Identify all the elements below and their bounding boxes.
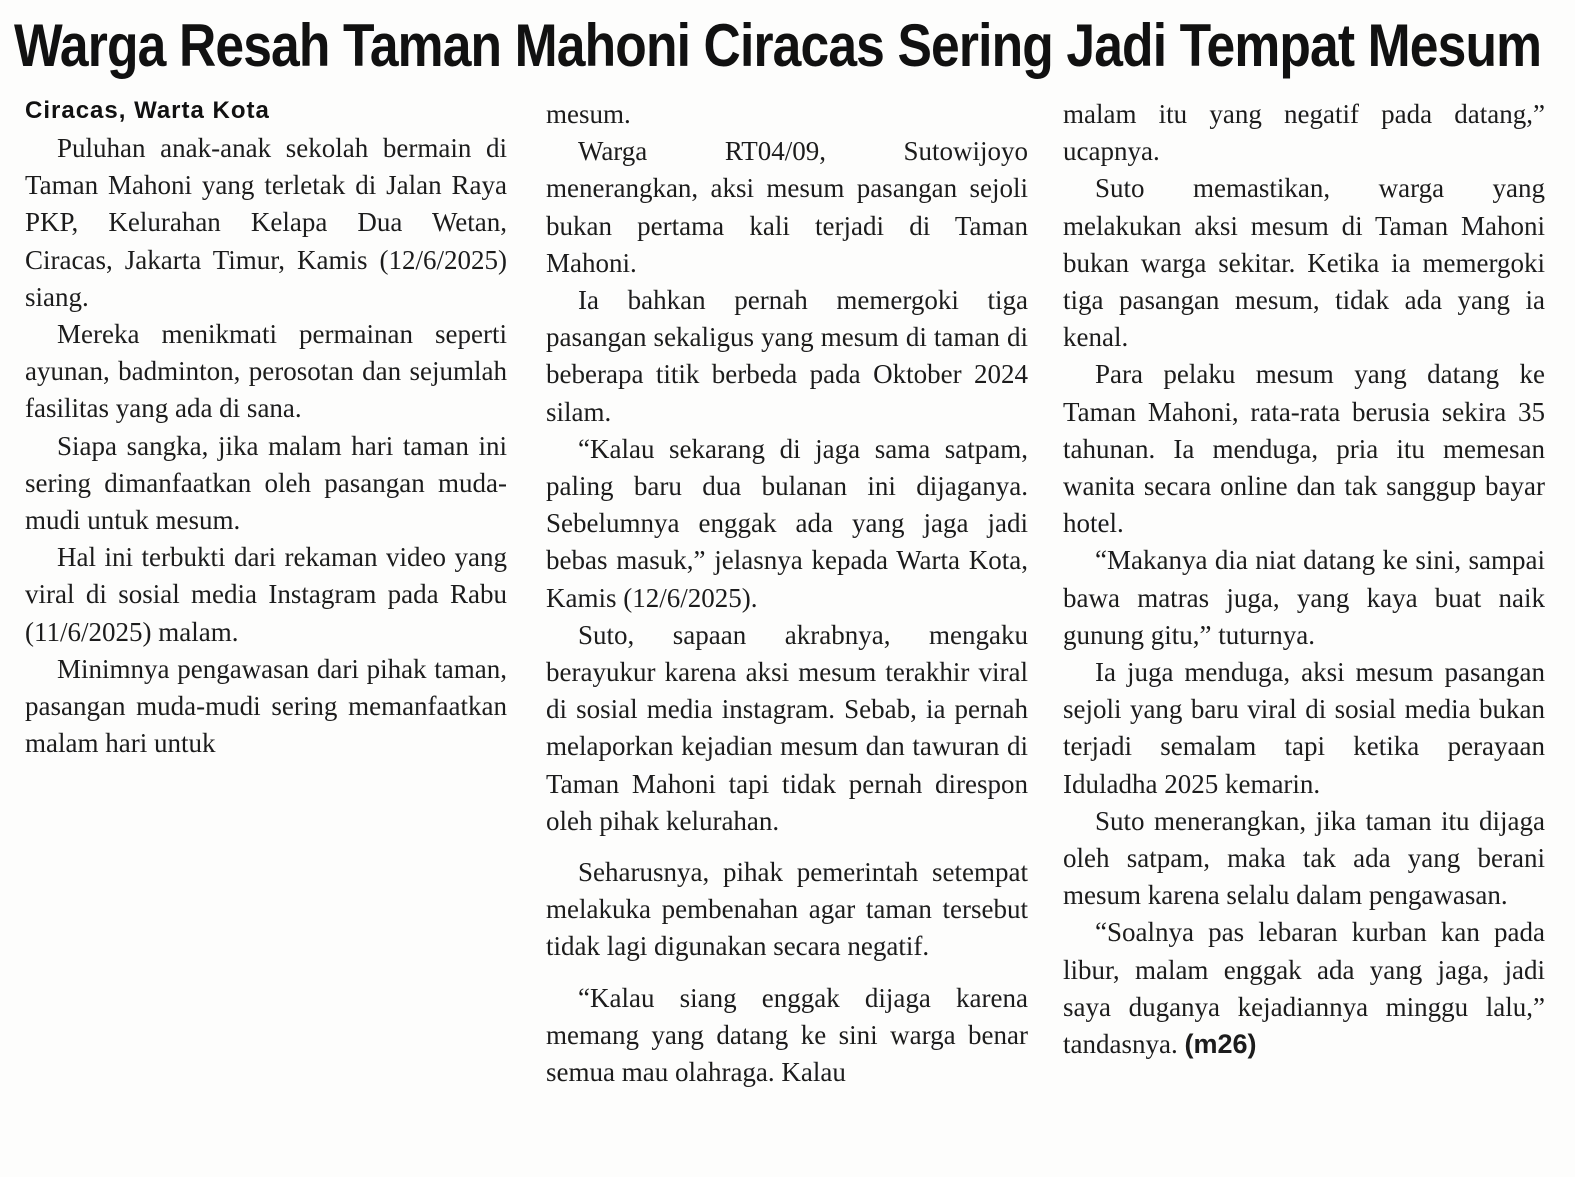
dateline: Ciracas, Warta Kota [25, 97, 270, 124]
paragraph: Ia juga menduga, aksi mesum pasangan sejoli yang baru viral di sosial media bukan terjadi semalam tapi ketika perayaan Iduladha 2025 kemarin. [1063, 657, 1545, 799]
paragraph: “Makanya dia niat datang ke sini, sampai bawa matras juga, yang kaya buat naik gunung gitu,” tuturnya. [1063, 545, 1545, 650]
paragraph: Ia bahkan pernah memergoki tiga pasangan sekaligus yang mesum di taman di beberapa titik berbeda pada Oktober 2024 silam. [546, 285, 1028, 427]
paragraph: Suto menerangkan, jika taman itu dijaga oleh satpam, maka tak ada yang berani mesum karena selalu dalam pengawasan. [1063, 805, 1545, 911]
article-column-1 [25, 96, 507, 762]
paragraph-final [1063, 914, 1545, 1063]
paragraph: Seharusnya, pihak pemerintah setempat melakuka pembenahan agar taman tersebut tidak lagi digunakan secara negatif. [546, 857, 1028, 962]
paragraph: “Kalau sekarang di jaga sama satpam, paling baru dua bulanan ini dijaganya. Sebelumnya enggak ada yang jaga jadi bebas masuk,” jelasnya kepada Warta Kota, Kamis (12/6/2025). [546, 433, 1028, 613]
paragraph-text: “Soalnya pas lebaran kurban kan pada libur, malam enggak ada yang jaga, jadi saya duganya kejadiannya minggu lalu,” tandasnya. [1063, 917, 1545, 1060]
author-signoff: (m26) [1184, 1029, 1257, 1060]
paragraph: Minimnya pengawasan dari pihak taman, pasangan muda-mudi sering memanfaatkan malam hari untuk [25, 653, 507, 759]
headline: Warga Resah Taman Mahoni Ciracas Sering Jadi Tempat Mesum [14, 12, 1542, 79]
paragraph-continuation: mesum. [546, 99, 631, 129]
paragraph: Suto, sapaan akrabnya, mengaku berayukur karena aksi mesum terakhir viral di sosial media instagram. Sebab, ia pernah melaporkan kejadian mesum dan tawuran di Taman Mahoni tapi tidak pernah direspon oleh pihak kelurahan. [546, 619, 1028, 836]
paragraph: Puluhan anak-anak sekolah bermain di Taman Mahoni yang terletak di Jalan Raya PKP, Kelurahan Kelapa Dua Wetan, Ciracas, Jakarta Timur, Kamis (12/6/2025) siang. [25, 133, 507, 312]
paragraph: Siapa sangka, jika malam hari taman ini sering dimanfaatkan oleh pasangan muda-mudi untuk mesum. [25, 430, 507, 536]
paragraph: “Kalau siang enggak dijaga karena memang yang datang ke sini warga benar semua mau olahraga. Kalau [546, 982, 1028, 1088]
paragraph-continuation: malam itu yang negatif pada datang,” ucapnya. [1063, 99, 1545, 167]
article-column-3 [1063, 96, 1545, 1063]
paragraph: Mereka menikmati permainan seperti ayunan, badminton, perosotan dan sejumlah fasilitas yang ada di sana. [25, 319, 507, 424]
paragraph: Suto memastikan, warga yang melakukan aksi mesum di Taman Mahoni bukan warga sekitar. Ketika ia memergoki tiga pasangan mesum, tidak ada yang ia kenal. [1063, 173, 1545, 353]
paragraph: Hal ini terbukti dari rekaman video yang viral di sosial media Instagram pada Rabu (11/6/2025) malam. [25, 542, 507, 647]
paragraph: Para pelaku mesum yang datang ke Taman Mahoni, rata-rata berusia sekira 35 tahunan. Ia menduga, pria itu memesan wanita secara online dan tak sanggup bayar hotel. [1063, 359, 1545, 539]
article-column-2 [546, 96, 1028, 1091]
paragraph: Warga RT04/09, Sutowijoyo menerangkan, aksi mesum pasangan sejoli bukan pertama kali terjadi di Taman Mahoni. [546, 136, 1028, 278]
